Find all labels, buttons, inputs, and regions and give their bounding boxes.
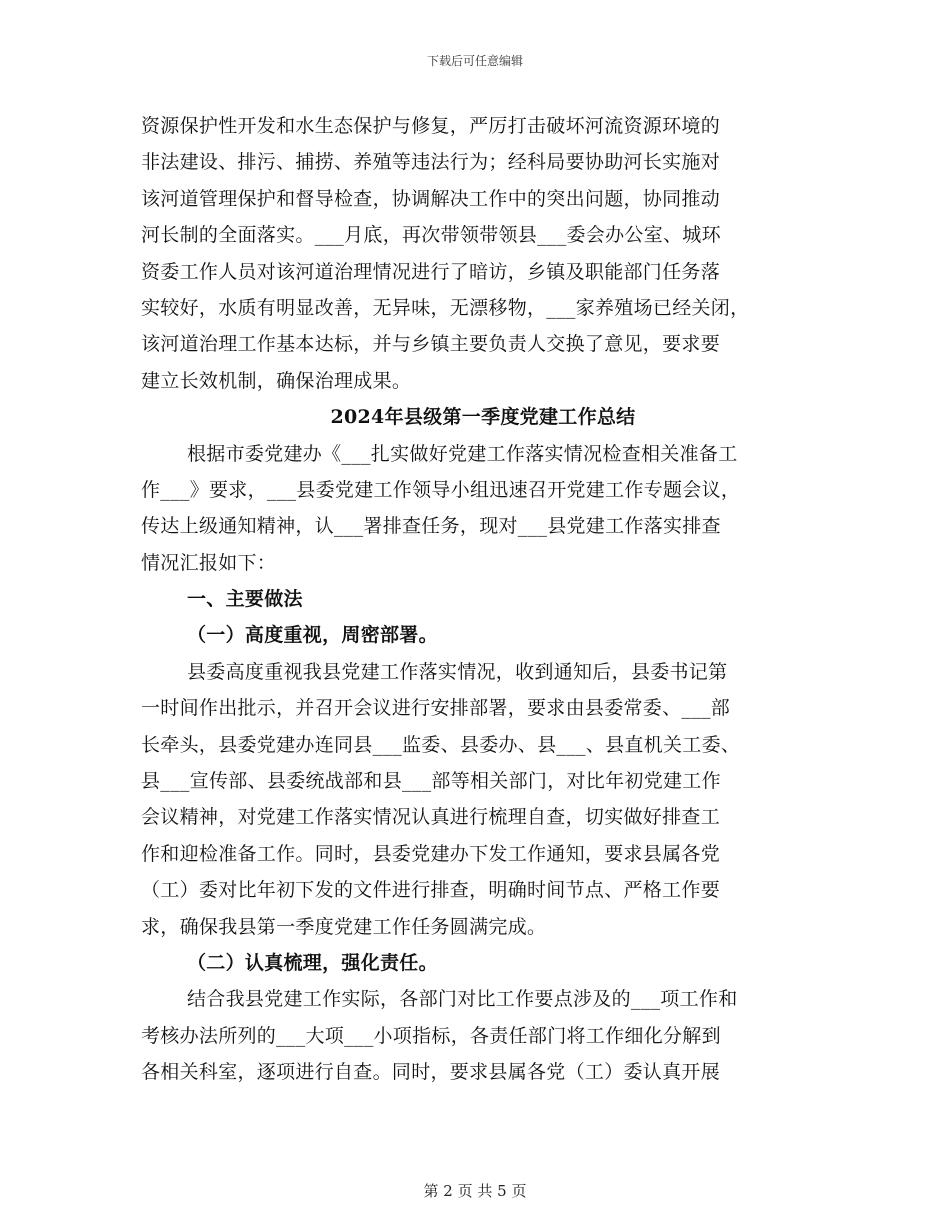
body-line: 县___宣传部、县委统战部和县___部等相关部门，对比年初党建工作 xyxy=(141,770,721,793)
body-line: 河长制的全面落实。___月底，再次带领带领县___委会办公室、城环 xyxy=(141,224,721,247)
body-line: 根据市委党建办《___扎实做好党建工作落实情况检查相关准备工 xyxy=(187,442,738,465)
body-line: 会议精神，对党建工作落实情况认真进行梳理自查，切实做好排查工 xyxy=(141,806,721,829)
body-line: 作___》要求，___县委党建工作领导小组迅速召开党建工作专题会议， xyxy=(141,478,741,501)
subsection-heading: （一）高度重视，周密部署。 xyxy=(187,624,438,647)
body-line: 该河道管理保护和督导检查，协调解决工作中的突出问题，协同推动 xyxy=(141,187,721,210)
page-header: 下载后可任意编辑 xyxy=(426,54,523,68)
body-line: 作和迎检准备工作。同时，县委党建办下发工作通知，要求县属各党 xyxy=(141,842,721,865)
section-heading: 一、主要做法 xyxy=(187,588,303,611)
body-line: 建立长效机制，确保治理成果。 xyxy=(141,369,412,392)
body-line: 求，确保我县第一季度党建工作任务圆满完成。 xyxy=(141,915,547,938)
body-line: 各相关科室，逐项进行自查。同时，要求县属各党（工）委认真开展 xyxy=(141,1061,721,1084)
body-line: 非法建设、排污、捕捞、养殖等违法行为；经科局要协助河长实施对 xyxy=(141,151,721,174)
body-line: 该河道治理工作基本达标，并与乡镇主要负责人交换了意见，要求要 xyxy=(141,333,721,356)
body-line: 一时间作出批示，并召开会议进行安排部署，要求由县委常委、___部 xyxy=(141,697,731,720)
document-body xyxy=(141,108,825,1091)
body-line: 结合我县党建工作实际，各部门对比工作要点涉及的___项工作和 xyxy=(187,988,738,1011)
subsection-heading: （二）认真梳理，强化责任。 xyxy=(187,951,438,974)
body-line: 长牵头，县委党建办连同县___监委、县委办、县___、县直机关工委、 xyxy=(141,733,741,756)
body-line: 资委工作人员对该河道治理情况进行了暗访，乡镇及职能部门任务落 xyxy=(141,260,721,283)
body-line: 县委高度重视我县党建工作落实情况，收到通知后，县委书记第 xyxy=(187,660,728,683)
body-line: 资源保护性开发和水生态保护与修复，严厉打击破坏河流资源环境的 xyxy=(141,115,721,137)
body-line: 考核办法所列的___大项___小项指标，各责任部门将工作细化分解到 xyxy=(141,1024,721,1047)
body-line: 实较好，水质有明显改善，无异味，无漂移物，___家养殖场已经关闭， xyxy=(141,296,750,319)
body-line: 情况汇报如下： xyxy=(141,551,277,574)
body-line: （工）委对比年初下发的文件进行排查，明确时间节点、严格工作要 xyxy=(141,879,721,902)
document-title: 2024年县级第一季度党建工作总结 xyxy=(330,406,636,429)
body-line: 传达上级通知精神，认___署排查任务，现对___县党建工作落实排查 xyxy=(141,515,721,538)
page-footer: 第 2 页 共 5 页 xyxy=(423,1182,527,1200)
